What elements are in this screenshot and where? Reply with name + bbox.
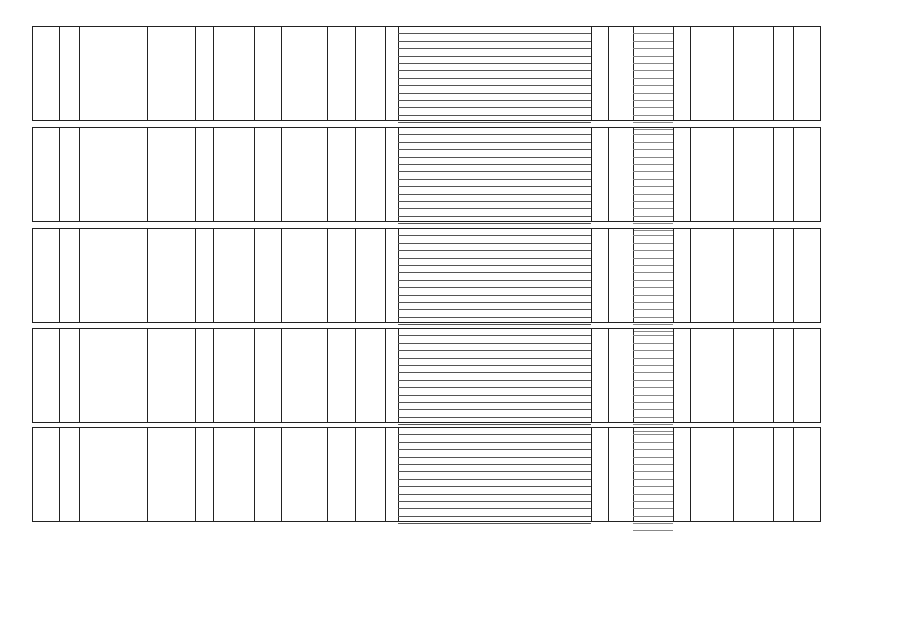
column-divider <box>281 329 282 422</box>
mark-row <box>633 524 673 531</box>
mark-column <box>633 128 673 221</box>
street-name <box>195 128 254 221</box>
column-divider <box>281 229 282 322</box>
mark-row <box>633 27 673 34</box>
street-type <box>147 428 195 521</box>
column-divider <box>793 128 794 221</box>
work-item <box>398 64 591 71</box>
work-item <box>398 94 591 101</box>
work-item <box>398 101 591 108</box>
work-item <box>398 435 591 442</box>
mark-column <box>633 229 673 322</box>
column-divider <box>608 27 609 120</box>
mark-row <box>633 502 673 509</box>
mark-row <box>633 259 673 266</box>
mark-row <box>633 458 673 465</box>
work-item <box>398 79 591 86</box>
mark-row <box>633 135 673 142</box>
mark-row <box>633 209 673 216</box>
column-divider <box>673 27 674 120</box>
work-item <box>398 195 591 202</box>
mark-row <box>633 79 673 86</box>
object-block <box>32 228 821 323</box>
column-divider <box>733 27 734 120</box>
street-name <box>195 329 254 422</box>
column-divider <box>733 128 734 221</box>
column-divider <box>793 229 794 322</box>
work-item <box>398 86 591 93</box>
column-divider <box>690 428 691 521</box>
column-divider <box>690 128 691 221</box>
object-block <box>32 26 821 121</box>
column-divider <box>673 128 674 221</box>
work-item <box>398 172 591 179</box>
work-item <box>398 244 591 251</box>
column-divider <box>773 428 774 521</box>
house-type <box>327 229 355 322</box>
mark-row <box>633 94 673 101</box>
column-divider <box>254 428 255 521</box>
mark-row <box>633 396 673 403</box>
mark-row <box>633 34 673 41</box>
work-item <box>398 202 591 209</box>
column-divider <box>591 128 592 221</box>
work-item <box>398 187 591 194</box>
street-name <box>195 428 254 521</box>
mark-row <box>633 495 673 502</box>
house-number <box>385 229 398 322</box>
mark-row <box>633 281 673 288</box>
mark-row <box>633 288 673 295</box>
work-item <box>398 259 591 266</box>
mark-row <box>633 480 673 487</box>
district-name <box>59 229 79 322</box>
work-item <box>398 128 591 135</box>
column-divider <box>793 329 794 422</box>
work-item <box>398 135 591 142</box>
column-divider <box>773 229 774 322</box>
district-name <box>59 27 79 120</box>
work-item <box>398 403 591 410</box>
object-block <box>32 427 821 522</box>
mark-row <box>633 403 673 410</box>
mark-row <box>633 344 673 351</box>
work-item <box>398 366 591 373</box>
mark-row <box>633 359 673 366</box>
mark-row <box>633 101 673 108</box>
object-block <box>32 328 821 423</box>
house-number <box>385 428 398 521</box>
row-id <box>33 229 59 322</box>
street-type <box>147 128 195 221</box>
mark-row <box>633 42 673 49</box>
mark-row <box>633 158 673 165</box>
row-id <box>33 27 59 120</box>
floors <box>355 128 385 221</box>
street-name <box>195 27 254 120</box>
floors <box>355 329 385 422</box>
column-divider <box>608 229 609 322</box>
mark-row <box>633 49 673 56</box>
work-item <box>398 158 591 165</box>
district-name <box>59 428 79 521</box>
mark-row <box>633 318 673 325</box>
mark-row <box>633 116 673 123</box>
work-item <box>398 236 591 243</box>
work-item <box>398 428 591 435</box>
work-item <box>398 273 591 280</box>
column-divider <box>773 329 774 422</box>
mark-row <box>633 187 673 194</box>
work-item <box>398 116 591 123</box>
column-divider <box>773 27 774 120</box>
work-item <box>398 71 591 78</box>
works-list <box>398 428 591 521</box>
work-item <box>398 49 591 56</box>
work-item <box>398 480 591 487</box>
street-name <box>195 229 254 322</box>
work-item <box>398 359 591 366</box>
row-id <box>33 128 59 221</box>
mark-column <box>633 329 673 422</box>
work-item <box>398 443 591 450</box>
work-item <box>398 34 591 41</box>
mark-row <box>633 443 673 450</box>
mark-row <box>633 472 673 479</box>
column-divider <box>733 428 734 521</box>
work-item <box>398 165 591 172</box>
work-item <box>398 509 591 516</box>
settlement-name <box>79 229 147 322</box>
works-list <box>398 229 591 322</box>
work-item <box>398 373 591 380</box>
mark-row <box>633 165 673 172</box>
work-item <box>398 517 591 524</box>
mark-row <box>633 509 673 516</box>
mark-row <box>633 435 673 442</box>
column-divider <box>690 229 691 322</box>
column-divider <box>673 229 674 322</box>
column-divider <box>254 229 255 322</box>
mark-row <box>633 351 673 358</box>
floors <box>355 229 385 322</box>
column-divider <box>733 329 734 422</box>
street-type <box>147 229 195 322</box>
works-list <box>398 27 591 120</box>
street-type <box>147 27 195 120</box>
mark-row <box>633 71 673 78</box>
work-item <box>398 396 591 403</box>
column-divider <box>254 27 255 120</box>
column-divider <box>254 128 255 221</box>
work-item <box>398 472 591 479</box>
work-item <box>398 336 591 343</box>
column-divider <box>793 428 794 521</box>
column-divider <box>591 27 592 120</box>
work-item <box>398 281 591 288</box>
house-number <box>385 128 398 221</box>
work-item <box>398 42 591 49</box>
column-divider <box>281 428 282 521</box>
column-divider <box>608 128 609 221</box>
mark-row <box>633 150 673 157</box>
work-item <box>398 150 591 157</box>
mark-row <box>633 266 673 273</box>
column-divider <box>591 329 592 422</box>
work-item <box>398 351 591 358</box>
work-item <box>398 288 591 295</box>
column-divider <box>673 329 674 422</box>
mark-row <box>633 517 673 524</box>
district-name <box>59 329 79 422</box>
mark-row <box>633 229 673 236</box>
column-divider <box>591 428 592 521</box>
mark-row <box>633 296 673 303</box>
works-list <box>398 128 591 221</box>
mark-row <box>633 236 673 243</box>
work-item <box>398 502 591 509</box>
work-item <box>398 318 591 325</box>
street-type <box>147 329 195 422</box>
column-divider <box>773 128 774 221</box>
house-number <box>385 27 398 120</box>
column-divider <box>281 128 282 221</box>
floors <box>355 428 385 521</box>
mark-row <box>633 450 673 457</box>
column-divider <box>733 229 734 322</box>
mark-row <box>633 428 673 435</box>
works-list <box>398 329 591 422</box>
column-divider <box>281 27 282 120</box>
mark-row <box>633 487 673 494</box>
work-item <box>398 108 591 115</box>
mark-row <box>633 373 673 380</box>
house-type <box>327 329 355 422</box>
row-id <box>33 329 59 422</box>
work-item <box>398 418 591 425</box>
work-item <box>398 381 591 388</box>
work-item <box>398 296 591 303</box>
work-item <box>398 229 591 236</box>
mark-row <box>633 273 673 280</box>
work-item <box>398 465 591 472</box>
settlement-name <box>79 428 147 521</box>
mark-row <box>633 329 673 336</box>
column-divider <box>608 329 609 422</box>
work-item <box>398 329 591 336</box>
work-item <box>398 27 591 34</box>
work-item <box>398 458 591 465</box>
mark-row <box>633 202 673 209</box>
house-number <box>385 329 398 422</box>
mark-row <box>633 86 673 93</box>
work-item <box>398 251 591 258</box>
mark-row <box>633 217 673 224</box>
mark-row <box>633 108 673 115</box>
mark-row <box>633 418 673 425</box>
column-divider <box>690 329 691 422</box>
mark-row <box>633 366 673 373</box>
row-id <box>33 428 59 521</box>
work-item <box>398 495 591 502</box>
house-type <box>327 27 355 120</box>
column-divider <box>673 428 674 521</box>
work-item <box>398 410 591 417</box>
work-item <box>398 388 591 395</box>
mark-row <box>633 388 673 395</box>
work-item <box>398 487 591 494</box>
house-type <box>327 128 355 221</box>
work-item <box>398 524 591 531</box>
work-item <box>398 217 591 224</box>
mark-row <box>633 251 673 258</box>
work-item <box>398 310 591 317</box>
work-item <box>398 303 591 310</box>
settlement-name <box>79 329 147 422</box>
mark-row <box>633 64 673 71</box>
mark-row <box>633 143 673 150</box>
mark-row <box>633 381 673 388</box>
mark-row <box>633 172 673 179</box>
mark-row <box>633 465 673 472</box>
mark-row <box>633 180 673 187</box>
column-divider <box>690 27 691 120</box>
column-divider <box>254 329 255 422</box>
work-item <box>398 57 591 64</box>
work-item <box>398 143 591 150</box>
mark-row <box>633 195 673 202</box>
mark-row <box>633 303 673 310</box>
work-item <box>398 209 591 216</box>
mark-row <box>633 128 673 135</box>
object-block <box>32 127 821 222</box>
work-item <box>398 180 591 187</box>
mark-row <box>633 410 673 417</box>
district-name <box>59 128 79 221</box>
house-type <box>327 428 355 521</box>
settlement-name <box>79 128 147 221</box>
column-divider <box>591 229 592 322</box>
work-item <box>398 450 591 457</box>
floors <box>355 27 385 120</box>
mark-column <box>633 27 673 120</box>
mark-row <box>633 336 673 343</box>
work-item <box>398 266 591 273</box>
mark-column <box>633 428 673 521</box>
work-item <box>398 344 591 351</box>
mark-row <box>633 57 673 64</box>
column-divider <box>793 27 794 120</box>
mark-row <box>633 310 673 317</box>
column-divider <box>608 428 609 521</box>
mark-row <box>633 244 673 251</box>
settlement-name <box>79 27 147 120</box>
